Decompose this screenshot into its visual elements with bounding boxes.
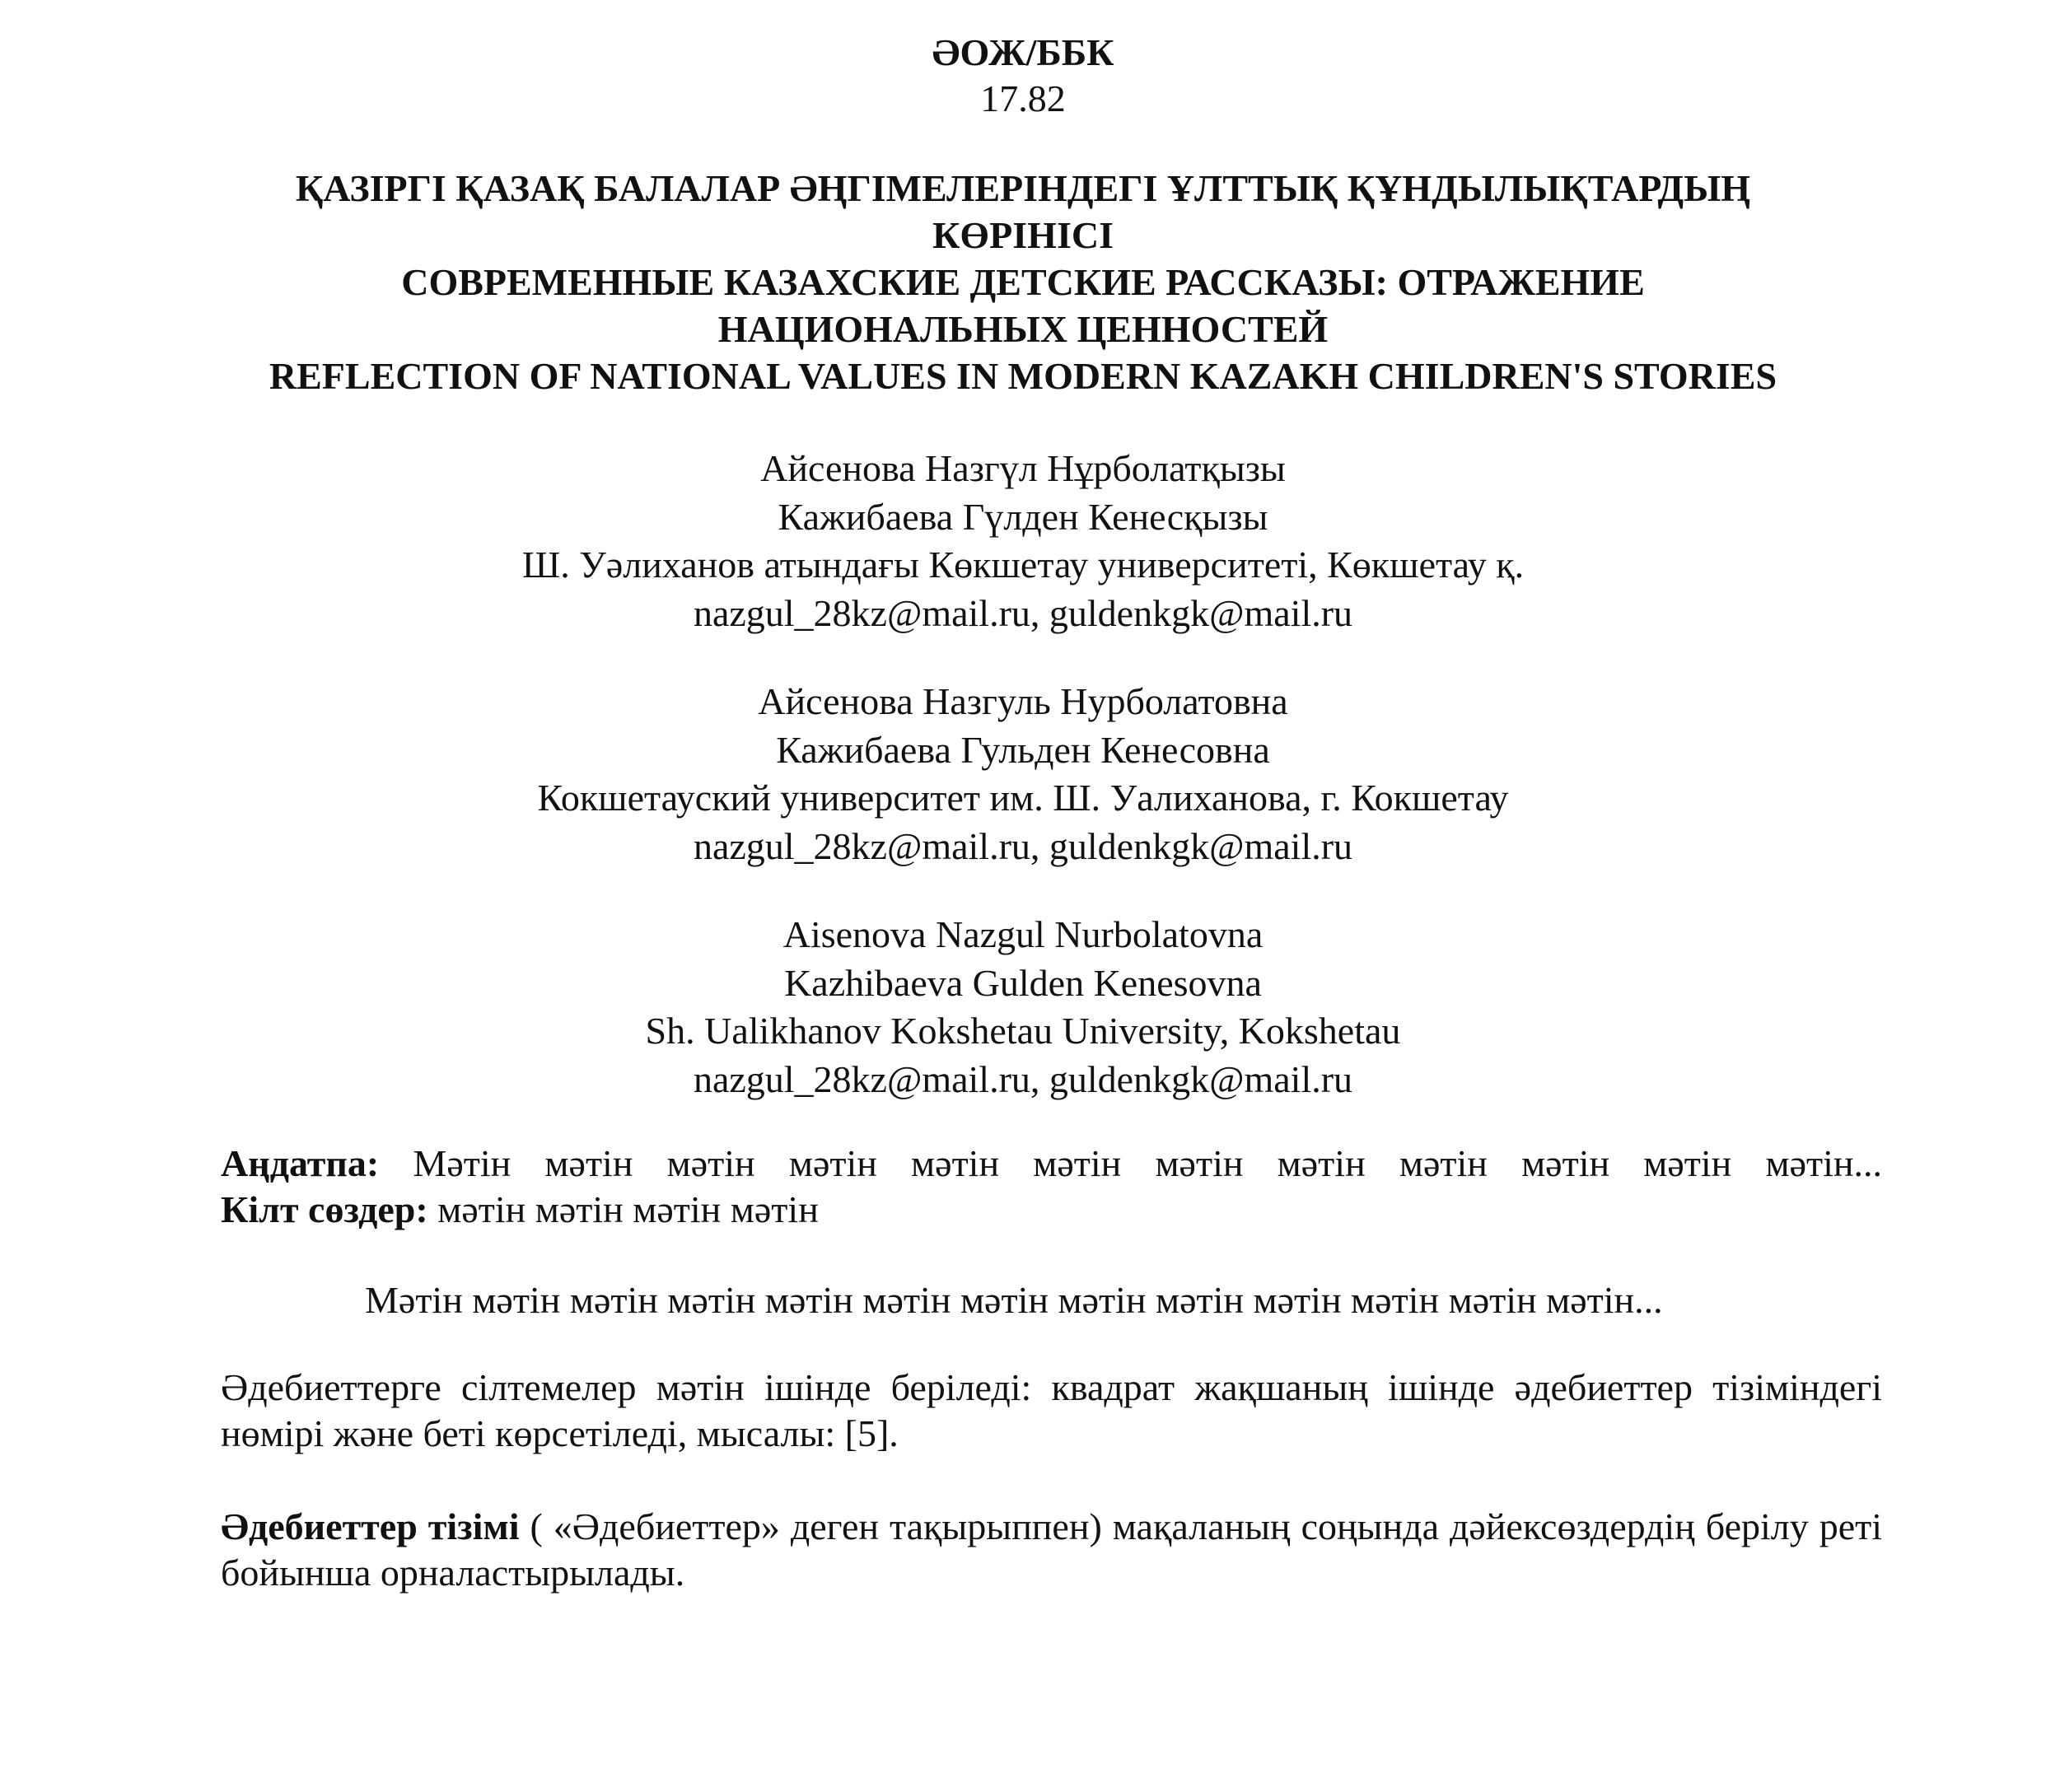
author-affiliation: Ш. Уәлиханов атындағы Көкшетау университеті, Көкшетау қ.: [521, 544, 1525, 586]
author-emails: nazgul_28kz@mail.ru, guldenkgk@mail.ru: [693, 1057, 1353, 1100]
author-name: Айсенова Назгуль Нурболатовна: [758, 680, 1288, 722]
title-kk-line-2: КӨРІНІСІ: [932, 214, 1114, 256]
author-name: Aisenova Nazgul Nurbolatovna: [782, 913, 1264, 955]
body-paragraph: Мәтін мәтін мәтін мәтін мәтін мәтін мәтін мәтін мәтін мәтін мәтін мәтін мәтін...: [365, 1279, 1663, 1321]
author-name: Кажибаева Гульден Кенесовна: [776, 728, 1270, 771]
abstract: [221, 1141, 1882, 1187]
author-name: Айсенова Назгүл Нұрболатқызы: [760, 447, 1286, 489]
citation-note: Әдебиеттерге сілтемелер мәтін ішінде беріледі: квадрат жақшаның ішінде әдебиеттер тізіміндегі нөмірі және беті көрсетіледі, мысалы: [5].: [221, 1366, 1882, 1454]
keywords: [221, 1187, 1882, 1233]
author-affiliation: Sh. Ualikhanov Kokshetau University, Kokshetau: [645, 1010, 1401, 1052]
title-ru-line-1: СОВРЕМЕННЫЕ КАЗАХСКИЕ ДЕТСКИЕ РАССКАЗЫ: ОТРАЖЕНИЕ: [401, 261, 1645, 303]
article-titles: [0, 165, 2046, 399]
authors-english: [0, 911, 2046, 1104]
author-emails: nazgul_28kz@mail.ru, guldenkgk@mail.ru: [693, 591, 1353, 634]
author-name: Kazhibaeva Gulden Kenesovna: [784, 961, 1262, 1004]
references-note: [221, 1504, 1882, 1596]
title-ru-line-2: НАЦИОНАЛЬНЫХ ЦЕННОСТЕЙ: [717, 308, 1329, 350]
udc-label: ӘОЖ/ББК: [932, 31, 1114, 73]
title-en-line-1: REFLECTION OF NATIONAL VALUES IN MODERN KAZAKH CHILDREN'S STORIES: [269, 355, 1777, 397]
author-affiliation: Кокшетауский университет им. Ш. Уалиханова, г. Кокшетау: [537, 777, 1509, 819]
authors-russian: [0, 678, 2046, 870]
author-name: Кажибаева Гүлден Кенесқызы: [778, 495, 1268, 538]
keywords-text: мәтін мәтін мәтін мәтін: [437, 1188, 819, 1230]
abstract-text: Мәтін мәтін мәтін мәтін мәтін мәтін мәтін мәтін мәтін мәтін мәтін мәтін...: [413, 1142, 1883, 1184]
keywords-label: Кілт сөздер:: [221, 1188, 428, 1230]
author-emails: nazgul_28kz@mail.ru, guldenkgk@mail.ru: [693, 824, 1353, 867]
title-kk-line-1: ҚАЗІРГІ ҚАЗАҚ БАЛАЛАР ӘҢГІМЕЛЕРІНДЕГІ ҰЛТТЫҚ ҚҰНДЫЛЫҚТАРДЫҢ: [295, 167, 1751, 209]
udc-code: 17.82: [980, 77, 1066, 119]
references-text: ( «Әдебиеттер» деген тақырыппен) мақаланың соңында дәйексөздердің берілу реті бойынша орналастырылады.: [221, 1505, 1882, 1594]
references-label: Әдебиеттер тізімі: [221, 1505, 520, 1547]
abstract-label: Аңдатпа:: [221, 1142, 380, 1184]
authors-kazakh: [0, 445, 2046, 637]
